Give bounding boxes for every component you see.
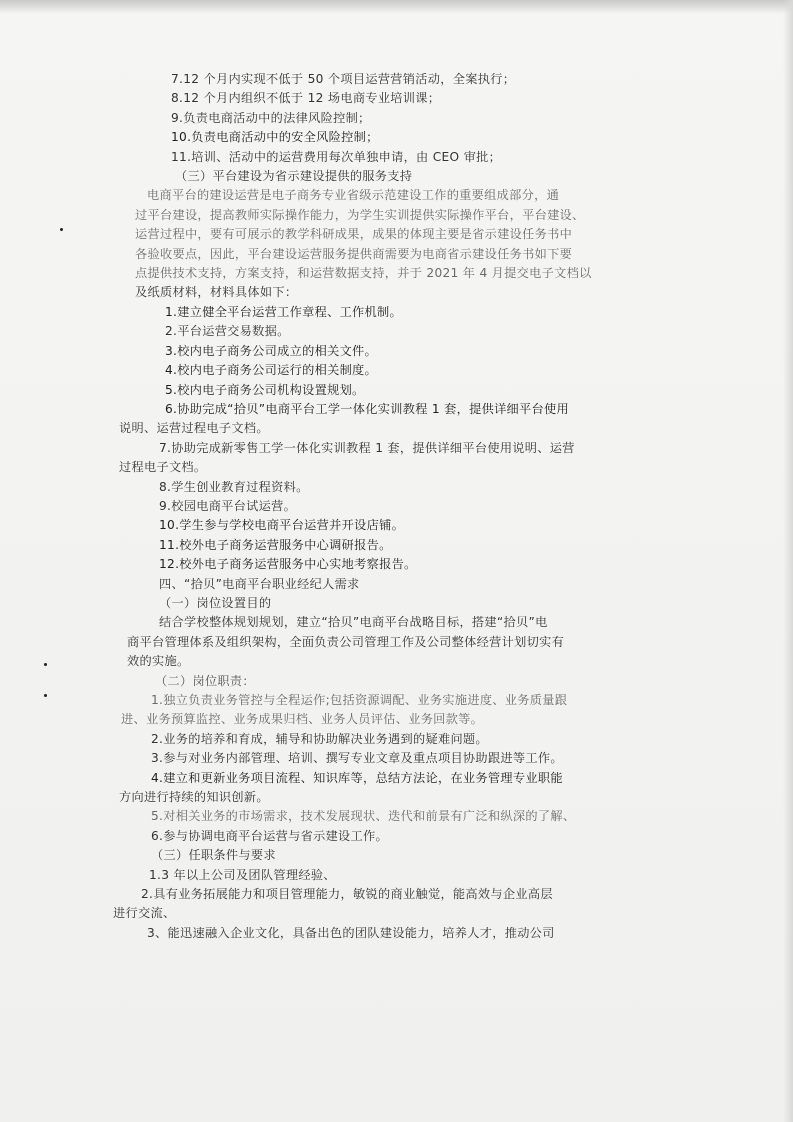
list-item: 3.校内电子商务公司成立的相关文件。 <box>165 343 378 358</box>
section-heading: 四、“拾贝”电商平台职业经纪人需求 <box>159 576 360 591</box>
list-item-continuation: 进行交流、 <box>113 906 176 921</box>
list-item-continuation: 过程电子文档。 <box>119 460 207 475</box>
scan-dot <box>60 228 63 231</box>
document-body <box>113 70 683 943</box>
text-line: 过平台建设，提高教师实际操作能力，为学生实训提供实际操作平台，平台建设、 <box>135 207 585 222</box>
list-item-continuation: 进、业务预算监控、业务成果归档、业务人员评估、业务回款等。 <box>121 712 484 727</box>
subsection-heading: （三）任职条件与要求 <box>151 848 276 863</box>
list-item: 2.业务的培养和育成，辅导和协助解决业务遇到的疑难问题。 <box>151 731 488 746</box>
text-line: 商平台管理体系及组织架构，全面负责公司管理工作及公司整体经营计划切实有 <box>127 634 565 649</box>
list-item: 2.具有业务拓展能力和项目管理能力，敏锐的商业触觉，能高效与企业高层 <box>141 887 553 902</box>
text-line: 及纸质材料，材料具体如下： <box>135 285 298 300</box>
scan-right-edge <box>783 0 793 1122</box>
list-item: 10.学生参与学校电商平台运营并开设店铺。 <box>159 518 405 533</box>
text-line: 7.12 个月内实现不低于 50 个项目运营营销活动，全案执行； <box>171 72 516 86</box>
text-line: 效的实施。 <box>127 654 190 669</box>
list-item: 6.参与协调电商平台运营与省示建设工作。 <box>151 828 389 843</box>
list-item: 5.校内电子商务公司机构设置规划。 <box>165 382 365 397</box>
list-item: 12.校外电子商务运营服务中心实地考察报告。 <box>159 557 417 572</box>
text-line: 各验收要点，因此，平台建设运营服务提供商需要为电商省示建设任务书如下要 <box>135 246 573 261</box>
list-item: 3.参与对业务内部管理、培训、撰写专业文章及重点项目协助跟进等工作。 <box>151 751 563 766</box>
list-item: 4.建立和更新业务项目流程、知识库等，总结方法论，在业务管理专业职能 <box>151 770 563 785</box>
scan-dot <box>44 663 47 666</box>
list-item: 1.3 年以上公司及团队管理经验、 <box>149 867 336 882</box>
text-line: 电商平台的建设运营是电子商务专业省级示范建设工作的重要组成部分，通 <box>147 188 560 203</box>
text-line: 运营过程中，要有可展示的教学科研成果，成果的体现主要是省示建设任务书中 <box>135 227 573 242</box>
scan-top-shadow <box>0 0 793 14</box>
text-line: 10.负责电商活动中的安全风险控制； <box>171 130 379 145</box>
list-item: 8.学生创业教育过程资料。 <box>159 479 309 494</box>
list-item: 5.对相关业务的市场需求，技术发展现状、迭代和前景有广泛和纵深的了解、 <box>151 809 576 824</box>
list-item: 9.校园电商平台试运营。 <box>159 498 297 513</box>
list-item: 6.协助完成“拾贝”电商平台工学一体化实训教程 1 套，提供详细平台使用 <box>165 401 569 416</box>
list-item-continuation: 说明、运营过程电子文档。 <box>119 421 269 436</box>
list-item-continuation: 方向进行持续的知识创新。 <box>119 790 269 805</box>
text-line: 8.12 个月内组织不低于 12 场电商专业培训课； <box>171 91 441 106</box>
list-item: 11.校外电子商务运营服务中心调研报告。 <box>159 537 392 552</box>
subsection-heading: （二）岗位职责： <box>155 673 255 688</box>
list-item: 4.校内电子商务公司运行的相关制度。 <box>165 363 378 378</box>
list-item: 7.协助完成新零售工学一体化实训教程 1 套，提供详细平台使用说明、运营 <box>159 440 575 455</box>
text-line: 11.培训、活动中的运营费用每次单独申请，由 CEO 审批； <box>171 149 502 164</box>
section-heading: （三）平台建设为省示建设提供的服务支持 <box>175 169 413 184</box>
list-item: 1.建立健全平台运营工作章程、工作机制。 <box>165 304 403 319</box>
subsection-heading: （一）岗位设置目的 <box>159 595 272 610</box>
text-line: 9.负责电商活动中的法律风险控制； <box>171 110 371 125</box>
list-item: 3、能迅速融入企业文化，具备出色的团队建设能力，培养人才，推动公司 <box>147 925 555 940</box>
list-item: 2.平台运营交易数据。 <box>165 324 290 339</box>
text-line: 点提供技术支持，方案支持，和运营数据支持，并于 2021 年 4 月提交电子文档以 <box>135 266 592 281</box>
list-item: 1.独立负责业务管控与全程运作;包括资源调配、业务实施进度、业务质量跟 <box>151 693 568 707</box>
scan-dot <box>44 694 47 697</box>
text-line: 结合学校整体规划规划，建立“拾贝”电商平台战略目标，搭建“拾贝”电 <box>159 615 548 630</box>
